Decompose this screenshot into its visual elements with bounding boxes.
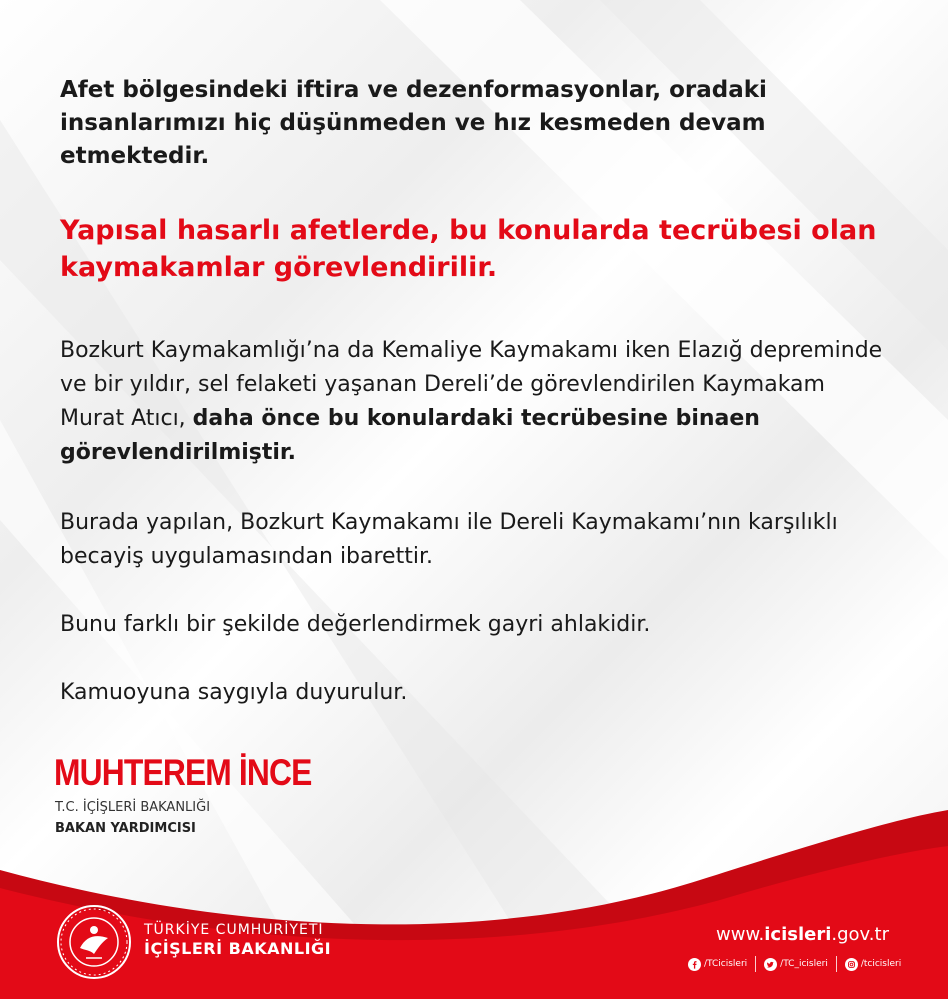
facebook-link[interactable] <box>688 958 747 971</box>
facebook-icon <box>688 958 701 971</box>
social-divider <box>755 956 756 972</box>
twitter-icon <box>764 958 777 971</box>
appointment-bold-text: daha önce bu konulardaki tecrübesine binaen görevlendirilmiştir. <box>60 406 760 465</box>
website-suffix: .gov.tr <box>831 924 889 945</box>
swap-paragraph: Burada yapılan, Bozkurt Kaymakamı ile Dereli Kaymakamı’nın karşılıklı becayiş uygulamasından ibarettir. <box>60 510 838 569</box>
facebook-handle: /TCicisleri <box>704 959 748 969</box>
brand-line-2: İÇİŞLERİ BAKANLIĞI <box>144 939 332 958</box>
twitter-link[interactable] <box>764 958 828 971</box>
website-prefix: www. <box>716 924 765 945</box>
twitter-handle: /TC_icisleri <box>780 959 828 969</box>
brand-line-1: TÜRKİYE CUMHURİYETİ <box>144 922 324 938</box>
ministry-emblem-icon <box>56 904 132 980</box>
signatory-name: MUHTEREM İNCE <box>54 752 312 793</box>
website-link[interactable] <box>716 924 889 945</box>
instagram-handle: /tcicisleri <box>860 959 902 969</box>
social-divider <box>836 956 837 972</box>
appointment-paragraph <box>60 334 890 470</box>
intro-paragraph: Afet bölgesindeki iftira ve dezenformasyonlar, oradaki insanlarımızı hiç düşünmeden ve hız kesmeden devam etmektedir. <box>60 77 767 169</box>
website-bold: icisleri <box>764 924 832 945</box>
social-links <box>688 955 901 973</box>
highlight-paragraph: Yapısal hasarlı afetlerde, bu konularda tecrübesi olan kaymakamlar görevlendirilir. <box>60 215 877 283</box>
appointment-text: Bozkurt Kaymakamlığı’na da Kemaliye Kaymakamı iken Elazığ depreminde ve bir yıldır, sel felaketi yaşanan Dereli’de görevlendirilen Kaymakam Murat Atıcı, <box>60 338 883 431</box>
signatory-organization: T.C. İÇİŞLERİ BAKANLIĞI <box>55 800 211 815</box>
instagram-link[interactable] <box>845 958 901 971</box>
instagram-icon <box>845 958 858 971</box>
signatory-title: BAKAN YARDIMCISI <box>55 821 196 836</box>
announcement-paragraph: Kamuoyuna saygıyla duyurulur. <box>60 680 408 705</box>
ethics-paragraph: Bunu farklı bir şekilde değerlendirmek gayri ahlakidir. <box>60 612 651 637</box>
